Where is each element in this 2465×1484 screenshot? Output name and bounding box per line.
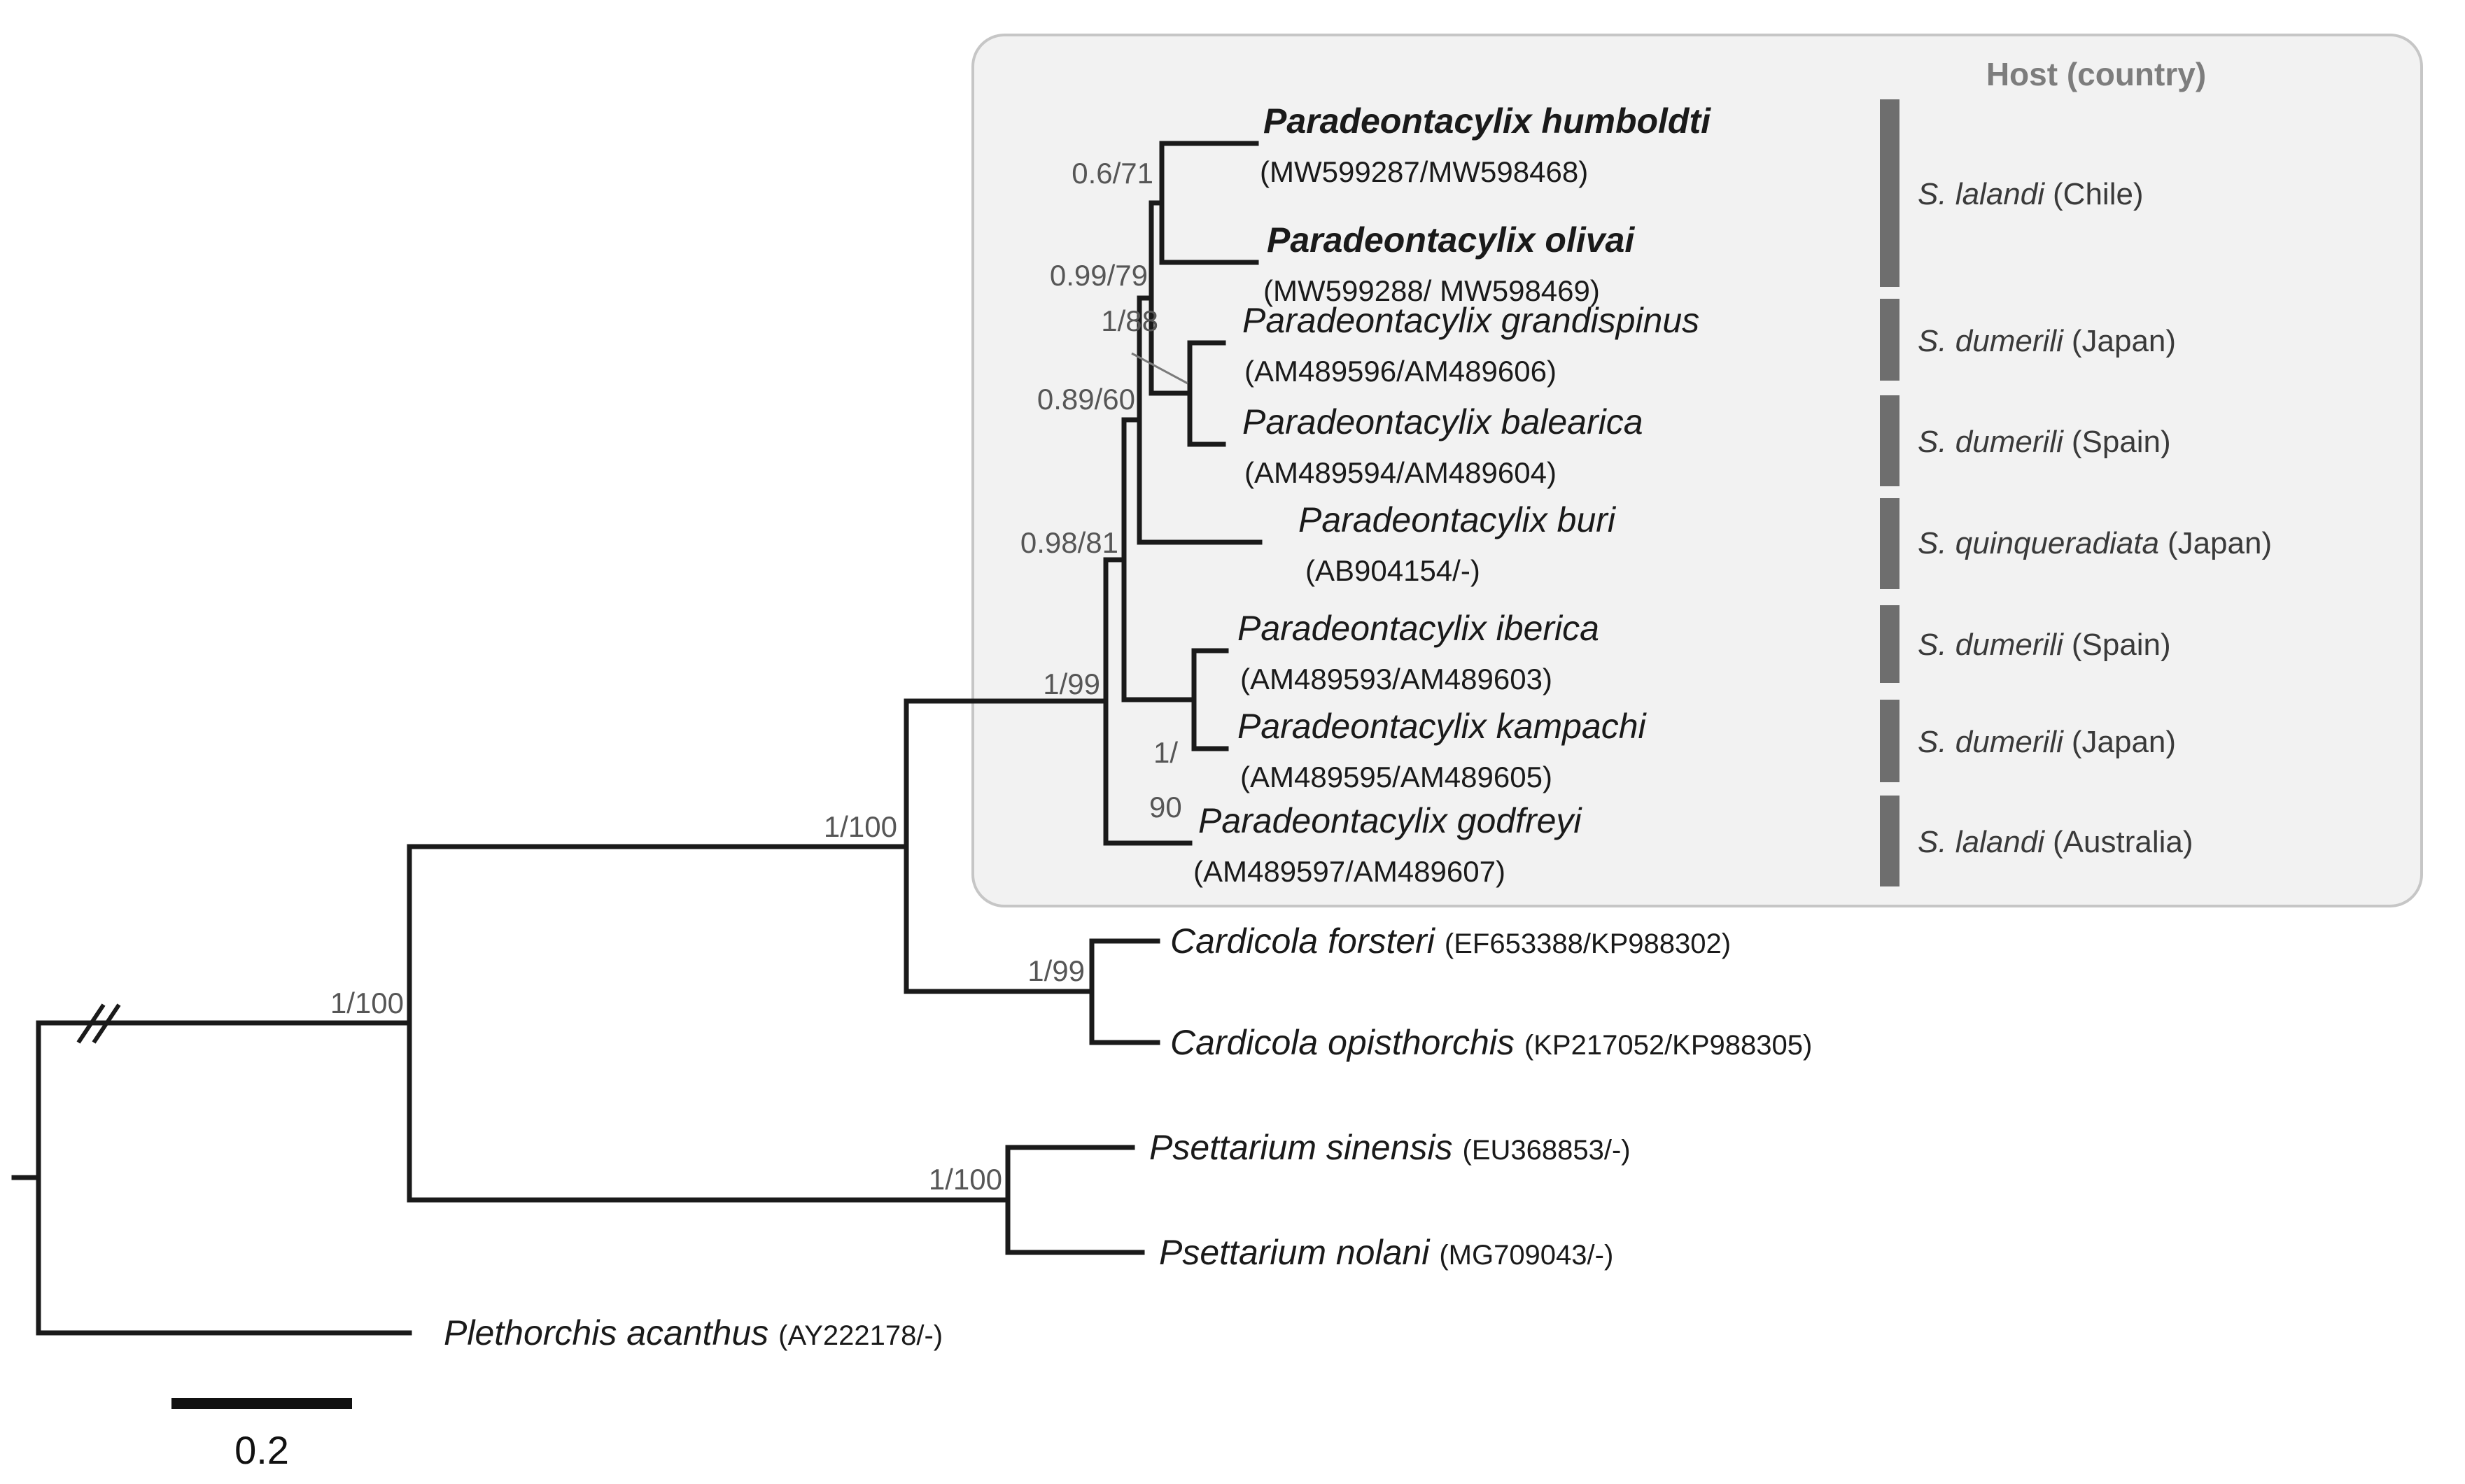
host-species: S. dumerili — [1918, 324, 2063, 358]
branch-cherry-cardicola — [1092, 941, 1158, 1043]
taxon-name: Paradeontacylix balearica — [1242, 402, 1643, 441]
host-bar — [1880, 796, 1899, 886]
taxon-accession: (AM489596/AM489606) — [1244, 355, 1557, 388]
host-country: (Spain) — [2071, 425, 2171, 459]
host-label — [1918, 526, 2272, 560]
taxon-accession: (AB904154/-) — [1305, 554, 1480, 587]
taxon-label — [1170, 921, 1731, 961]
taxon-accession: (AM489595/AM489605) — [1240, 761, 1552, 793]
host-bar — [1880, 395, 1899, 486]
support-cardicola: 1/99 — [1027, 954, 1085, 987]
taxon-name: Cardicola opisthorchis — [1170, 1023, 1515, 1062]
taxon-label — [444, 1313, 943, 1352]
taxon-name: Paradeontacylix grandispinus — [1242, 301, 1700, 340]
taxon-accession: (AY222178/-) — [778, 1320, 943, 1351]
taxon-name: Paradeontacylix buri — [1298, 500, 1616, 539]
taxon-name: Paradeontacylix humboldti — [1263, 101, 1711, 141]
support-1-90-line2: 90 — [1149, 791, 1182, 824]
taxon-name: Psettarium sinensis — [1149, 1128, 1453, 1167]
taxon-accession: (AM489594/AM489604) — [1244, 456, 1557, 489]
host-species: S. dumerili — [1918, 725, 2063, 759]
host-species: S. dumerili — [1918, 425, 2063, 459]
support-0-89-60: 0.89/60 — [1037, 383, 1135, 416]
branch-root — [38, 1023, 409, 1333]
support-paradeontacylix: 1/99 — [1043, 667, 1100, 700]
support-upper-clade: 1/100 — [823, 810, 897, 843]
taxon-name: Cardicola forsteri — [1170, 921, 1435, 961]
host-species: S. dumerili — [1918, 628, 2063, 662]
taxon-accession: (MG709043/-) — [1439, 1240, 1614, 1271]
taxon-accession: (KP217052/KP988305) — [1524, 1030, 1813, 1061]
host-species: S. quinqueradiata — [1918, 526, 2159, 560]
host-country: (Japan) — [2071, 324, 2177, 358]
host-bar — [1880, 99, 1899, 287]
support-humboldti-olivai: 0.6/71 — [1072, 157, 1153, 190]
taxon-label — [1159, 1233, 1613, 1272]
scale-bar-label: 0.2 — [234, 1428, 289, 1472]
host-panel — [973, 35, 2422, 906]
taxon-accession: (MW599288/ MW598469) — [1263, 274, 1600, 307]
host-bar — [1880, 498, 1899, 589]
host-country: (Japan) — [2071, 725, 2177, 759]
host-label — [1918, 628, 2171, 662]
taxon-accession: (MW599287/MW598468) — [1260, 155, 1589, 188]
support-1-88: 1/88 — [1101, 304, 1158, 337]
support-0-99-79: 0.99/79 — [1049, 259, 1148, 292]
taxon-accession: (AM489593/AM489603) — [1240, 663, 1552, 695]
host-label — [1918, 425, 2171, 459]
scale-bar — [171, 1398, 352, 1409]
host-panel-header: Host (country) — [1986, 56, 2207, 92]
support-0-98-81: 0.98/81 — [1020, 526, 1118, 559]
taxon-accession: (EU368853/-) — [1462, 1135, 1631, 1166]
support-root-node: 1/100 — [330, 987, 404, 1019]
taxon-label — [1149, 1128, 1631, 1167]
taxon-name: Plethorchis acanthus — [444, 1313, 769, 1352]
taxon-name: Paradeontacylix iberica — [1237, 609, 1599, 648]
host-label — [1918, 324, 2176, 358]
host-bar — [1880, 605, 1899, 683]
taxon-name: Paradeontacylix kampachi — [1237, 707, 1646, 746]
host-label — [1918, 825, 2193, 859]
host-label — [1918, 725, 2176, 759]
host-species: S. lalandi — [1918, 825, 2045, 859]
taxon-label — [1170, 1023, 1812, 1062]
host-bar — [1880, 299, 1899, 381]
host-country: (Spain) — [2071, 628, 2171, 662]
taxon-accession: (EF653388/KP988302) — [1444, 928, 1732, 959]
taxon-accession: (AM489597/AM489607) — [1193, 855, 1505, 888]
host-country: (Japan) — [2167, 526, 2273, 560]
host-bar — [1880, 700, 1899, 782]
host-country: (Chile) — [2053, 177, 2144, 211]
support-1-90-line1: 1/ — [1153, 736, 1179, 769]
host-label — [1918, 177, 2144, 211]
support-psettarium: 1/100 — [928, 1163, 1002, 1196]
host-species: S. lalandi — [1918, 177, 2045, 211]
branch-cherry-psettarium — [1008, 1147, 1142, 1252]
taxon-name: Paradeontacylix olivai — [1267, 220, 1635, 260]
taxon-name: Psettarium nolani — [1159, 1233, 1430, 1272]
taxon-name: Paradeontacylix godfreyi — [1198, 801, 1582, 840]
host-country: (Australia) — [2053, 825, 2193, 859]
